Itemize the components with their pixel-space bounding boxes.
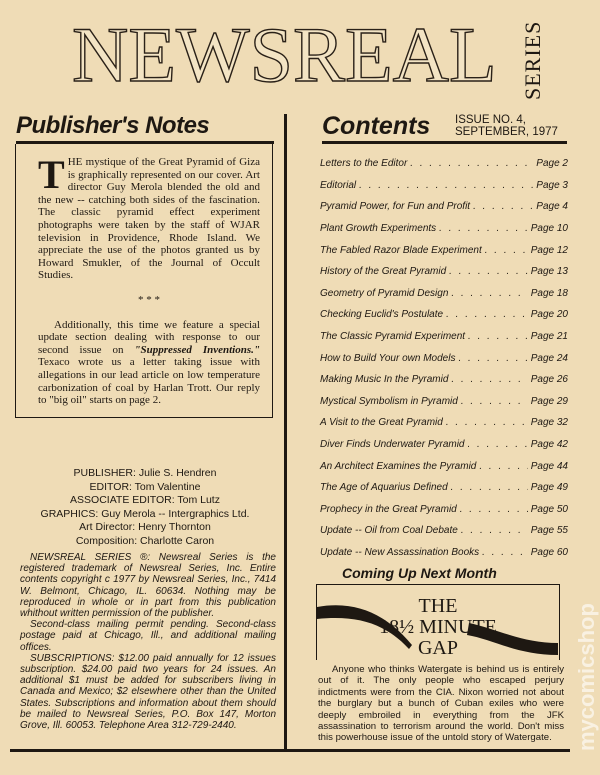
leader-dots — [482, 547, 528, 558]
toc-item — [320, 520, 568, 542]
issue-info — [455, 115, 558, 138]
leader-dots — [461, 525, 528, 536]
toc-item — [320, 499, 568, 521]
notes-paragraph-2: Additionally, this time we feature a special update section dealing with response to our second issue on "Suppressed Inventions." Texaco wrote us a letter taking issue with allegations in our lead article on low temperature carbonization of coal by Harlan Trott. Our reply to "big oil" starts on page 2. — [38, 318, 260, 407]
toc-title: How to Build Your own Models — [320, 352, 456, 364]
credit-line: Art Director: Henry Thornton — [79, 521, 211, 533]
toc-item — [320, 391, 568, 413]
toc-title: Plant Growth Experiments — [320, 223, 437, 235]
credit-line: ASSOCIATE EDITOR: Tom Lutz — [70, 494, 220, 506]
credit-line: GRAPHICS: Guy Merola -- Intergraphics Ltd. — [40, 507, 250, 520]
leader-dots — [479, 461, 527, 472]
bottom-rule — [10, 749, 570, 752]
toc-page: Page 60 — [530, 546, 568, 558]
toc-page: Page 29 — [530, 395, 568, 407]
toc-item — [320, 477, 568, 499]
toc-item — [320, 283, 568, 305]
leader-dots — [451, 288, 527, 299]
toc-item — [320, 218, 568, 240]
toc-page: Page 21 — [530, 331, 568, 343]
heading-rule — [322, 141, 567, 144]
toc-page: Page 2 — [536, 158, 568, 170]
toc-item — [320, 434, 568, 456]
toc-title: Pyramid Power, for Fun and Profit — [320, 201, 471, 213]
toc-item — [320, 239, 568, 261]
masthead-title: NEWSREAL — [72, 11, 497, 98]
toc-item — [320, 542, 568, 564]
toc-title: The Age of Aquarius Defined — [320, 482, 448, 494]
watermark: mycomicshop — [574, 603, 599, 752]
toc-page: Page 4 — [536, 201, 568, 213]
leader-dots — [439, 223, 528, 234]
toc-title: Diver Finds Underwater Pyramid — [320, 439, 465, 451]
toc-item — [320, 261, 568, 283]
toc-title: Editorial — [320, 179, 357, 191]
drop-cap: T — [38, 152, 65, 197]
leader-dots — [468, 331, 528, 342]
staff-credits — [20, 467, 270, 548]
leader-dots — [446, 417, 528, 428]
leader-dots — [359, 180, 533, 191]
table-of-contents — [320, 153, 568, 563]
toc-item — [320, 304, 568, 326]
toc-title: Mystical Symbolism in Pyramid — [320, 395, 458, 407]
publishers-notes-heading: Publisher's Notes — [16, 112, 210, 139]
toc-page: Page 26 — [530, 374, 568, 386]
next-issue-description: Anyone who thinks Watergate is behind us is entirely out of it. The only people who escaped perjury indictments were from the CIA. Nixon worried not about the burglary but a bunch of Cuban exiles who were deeply embroiled in everything from the JFK assassination to terrorism around the world. Don't miss this powerhouse issue of the untold story of Watergate. — [318, 664, 564, 744]
toc-title: Making Music In the Pyramid — [320, 374, 449, 386]
leader-dots — [410, 158, 533, 169]
leader-dots — [449, 266, 528, 277]
toc-item — [320, 369, 568, 391]
trademark-notice: NEWSREAL SERIES ®: Newsreal Series is the registered trademark of Newsreal Series, Inc. Entire contents copyright c 1977 by Newsreal Series, Inc., 7414 W. Belmont, Chicago, IL. 60634. Nothing may be reproduced in whole or in part from this publication whithout written permission of the publisher. — [20, 552, 276, 620]
publishers-notes-box — [15, 144, 273, 418]
toc-item — [320, 153, 568, 175]
toc-title: An Architect Examines the Pyramid — [320, 460, 477, 472]
toc-page: Page 32 — [530, 417, 568, 429]
toc-title: Update -- New Assassination Books — [320, 546, 480, 558]
notes-paragraph-1: HE mystique of the Great Pyramid of Giza is graphically represented on our cover. Art director Guy Merola blended the old and the new -- catching both sides of the fascination. The classic pyramid effect experiment photographs were taken by the staff of WJAR television in Providence, Rhode Island. We appreciate the use of the photos granted us by Howard Smukler, of the Journal of Occult Studies. — [38, 156, 260, 282]
leader-dots — [451, 374, 527, 385]
column-divider — [284, 114, 287, 750]
issue-number: ISSUE NO. 4, — [455, 114, 526, 126]
credit-line: Composition: Charlotte Caron — [75, 534, 215, 547]
toc-item — [320, 455, 568, 477]
toc-page: Page 50 — [530, 503, 568, 515]
toc-title: A Visit to the Great Pyramid — [320, 417, 443, 429]
leader-dots — [485, 245, 528, 256]
mailing-notice: Second-class mailing permit pending. Second-class postage paid at Chicago, Ill., and additional mailing offices. — [20, 619, 276, 653]
toc-item — [320, 347, 568, 369]
toc-title: Prophecy in the Great Pyramid — [320, 503, 457, 515]
toc-page: Page 20 — [530, 309, 568, 321]
toc-title: The Classic Pyramid Experiment — [320, 331, 466, 343]
issue-date: SEPTEMBER, 1977 — [455, 125, 558, 138]
toc-item — [320, 326, 568, 348]
next-issue-title-line: 18½ MINUTE — [379, 616, 497, 638]
leader-dots — [451, 482, 528, 493]
leader-dots — [460, 504, 528, 515]
toc-page: Page 10 — [530, 223, 568, 235]
toc-title: The Fabled Razor Blade Experiment — [320, 244, 482, 256]
toc-item — [320, 412, 568, 434]
toc-page: Page 13 — [530, 266, 568, 278]
next-issue-title — [316, 596, 560, 659]
toc-page: Page 24 — [530, 352, 568, 364]
toc-page: Page 42 — [530, 439, 568, 451]
leader-dots — [446, 309, 528, 320]
separator: * * * — [138, 293, 160, 306]
toc-page: Page 44 — [530, 460, 568, 472]
toc-title: Checking Euclid's Postulate — [320, 309, 444, 321]
contents-heading: Contents — [322, 112, 431, 140]
toc-title: History of the Great Pyramid — [320, 266, 447, 278]
coming-up-heading: Coming Up Next Month — [342, 565, 497, 581]
masthead-subtitle: SERIES — [520, 20, 545, 100]
toc-item — [320, 175, 568, 197]
toc-item — [320, 196, 568, 218]
leader-dots — [461, 396, 528, 407]
leader-dots — [473, 201, 533, 212]
next-issue-title-line: GAP — [417, 637, 458, 659]
legal-notice — [20, 552, 276, 731]
leader-dots — [458, 353, 527, 364]
toc-page: Page 12 — [530, 244, 568, 256]
toc-title: Geometry of Pyramid Design — [320, 287, 449, 299]
credit-line: EDITOR: Tom Valentine — [89, 480, 201, 493]
leader-dots — [468, 439, 528, 450]
toc-page: Page 18 — [530, 287, 568, 299]
credit-line: PUBLISHER: Julie S. Hendren — [73, 467, 217, 479]
toc-page: Page 3 — [536, 179, 568, 191]
toc-page: Page 55 — [530, 525, 568, 537]
toc-page: Page 49 — [530, 482, 568, 494]
toc-title: Letters to the Editor — [320, 158, 408, 170]
next-issue-title-line: THE — [418, 595, 458, 617]
subscription-notice: SUBSCRIPTIONS: $12.00 paid annually for 12 issues subscription. $24.00 paid two years for 24 issues. An additional $1 must be added for subscribers living in Canada and Mexico; $2 elsewhere other than the United States. Subscriptions and information about them should be mailed to Newsreal Series, P.O. Box 147, Morton Grove, Ill. 60053. Telephone Area 312-729-2440. — [20, 652, 276, 732]
toc-title: Update -- Oil from Coal Debate — [320, 525, 458, 537]
